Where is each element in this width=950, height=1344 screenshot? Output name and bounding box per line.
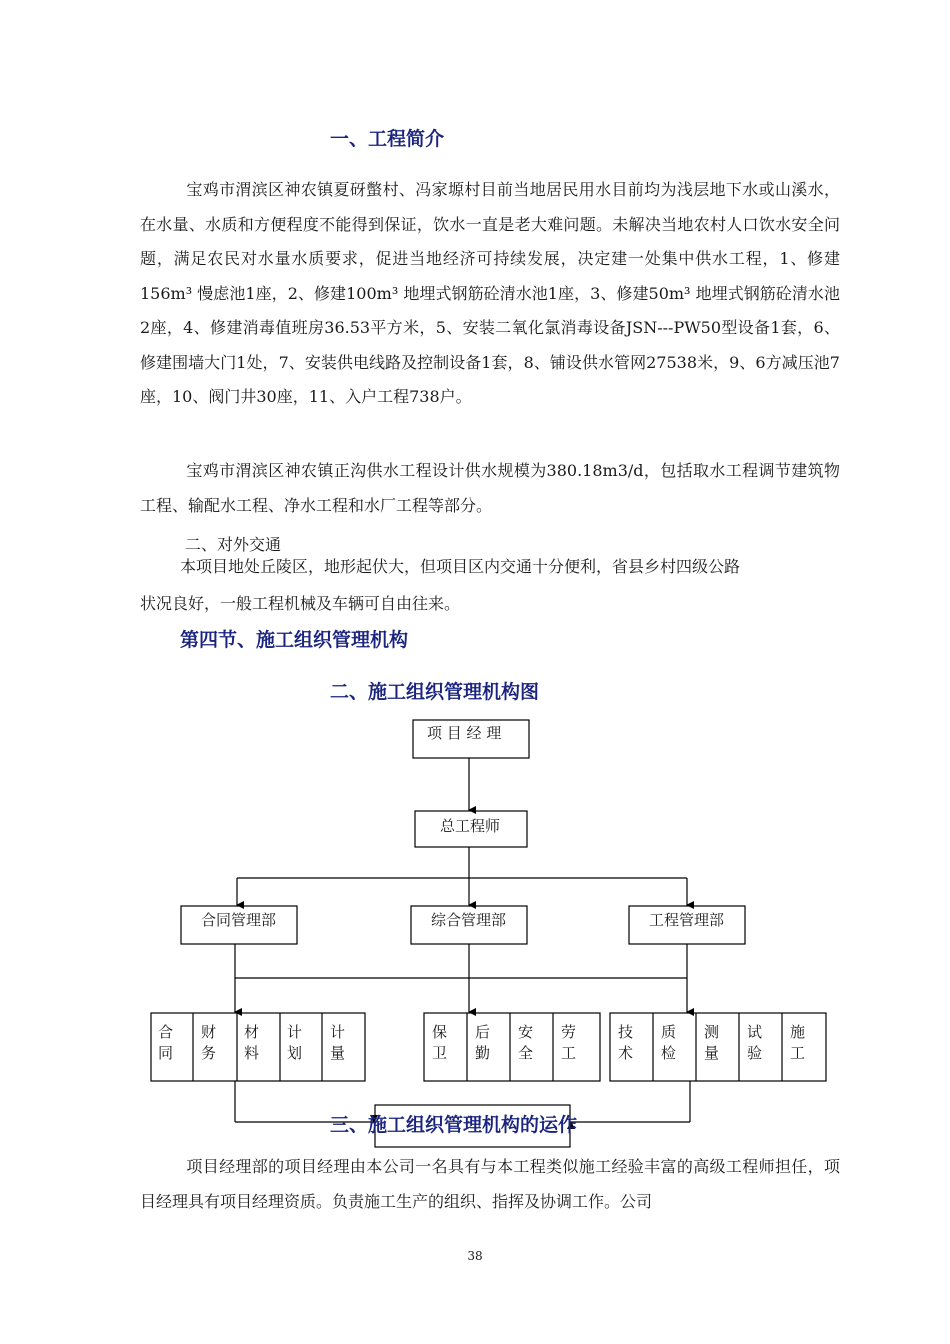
chief-engineer-label: 总工程师	[440, 817, 501, 835]
unit-materials: 材料	[244, 1023, 260, 1062]
unit-construction: 施工	[790, 1023, 806, 1062]
section-title-fourth: 第四节、施工组织管理机构	[180, 629, 409, 651]
unit-contract: 合同	[158, 1023, 174, 1062]
unit-technology: 技术	[618, 1023, 634, 1062]
unit-quality: 质检	[661, 1023, 677, 1062]
section-title-operation: 三、施工组织管理机构的运作	[330, 1114, 578, 1136]
unit-testing: 试验	[747, 1023, 763, 1062]
unit-logistics: 后勤	[475, 1023, 491, 1062]
transport-subtitle: 二、对外交通	[185, 535, 282, 554]
project-manager-label: 项 目 经 理	[427, 724, 502, 742]
operation-paragraph: 项目经理部的项目经理由本公司一名具有与本工程类似施工经验丰富的高级工程师担任，项目经理具有项目经理资质。负责施工生产的组织、指挥及协调工作。公司	[140, 1157, 840, 1211]
unit-labor: 劳工	[561, 1023, 577, 1062]
section-title-project-intro: 一、工程简介	[330, 128, 445, 150]
unit-metering: 计量	[330, 1023, 346, 1062]
unit-planning: 计划	[287, 1023, 303, 1062]
contract-dept-label: 合同管理部	[201, 911, 277, 929]
engineering-dept-label: 工程管理部	[649, 911, 725, 929]
transport-text-line-2: 状况良好，一般工程机械及车辆可自由往来。	[140, 594, 461, 613]
transport-text-line-1: 本项目地处丘陵区，地形起伏大，但项目区内交通十分便利，省县乡村四级公路	[180, 557, 741, 576]
unit-safety: 安全	[518, 1023, 534, 1062]
unit-survey: 测量	[704, 1023, 720, 1062]
intro-paragraph-2: 宝鸡市渭滨区神农镇正沟供水工程设计供水规模为380.18m3/d，包括取水工程调节建筑物工程、输配水工程、净水工程和水厂工程等部分。	[140, 461, 840, 515]
general-dept-label: 综合管理部	[431, 911, 507, 929]
org-chart-title: 二、施工组织管理机构图	[330, 681, 540, 703]
intro-paragraph-1: 宝鸡市渭滨区神农镇夏砑蟞村、冯家塬村目前当地居民用水目前均为浅层地下水或山溪水，在水量、水质和方便程度不能得到保证，饮水一直是老大难问题。未解决当地农村人口饮水安全问题，满足农民对水量水质要求，促进当地经济可持续发展，决定建一处集中供水工程，1、修建156m³ 慢虑池1座，2、修建100m³ 地埋式钢筋砼清水池1座，3、修建50m³ 地埋式钢筋砼清水池2座，4、修建消毒值班房36.53平方米，5、安装二氧化氯消毒设备JSN---PW50型设备1套，6、修建围墙大门1处，7、安装供电线路及控制设备1套，8、铺设供水管网27538米，9、6方减压池7座，10、阀门井30座，11、入户工程738户。	[140, 180, 840, 406]
unit-security: 保卫	[432, 1023, 448, 1062]
unit-finance: 财务	[201, 1023, 217, 1062]
page-number: 38	[467, 1249, 483, 1263]
